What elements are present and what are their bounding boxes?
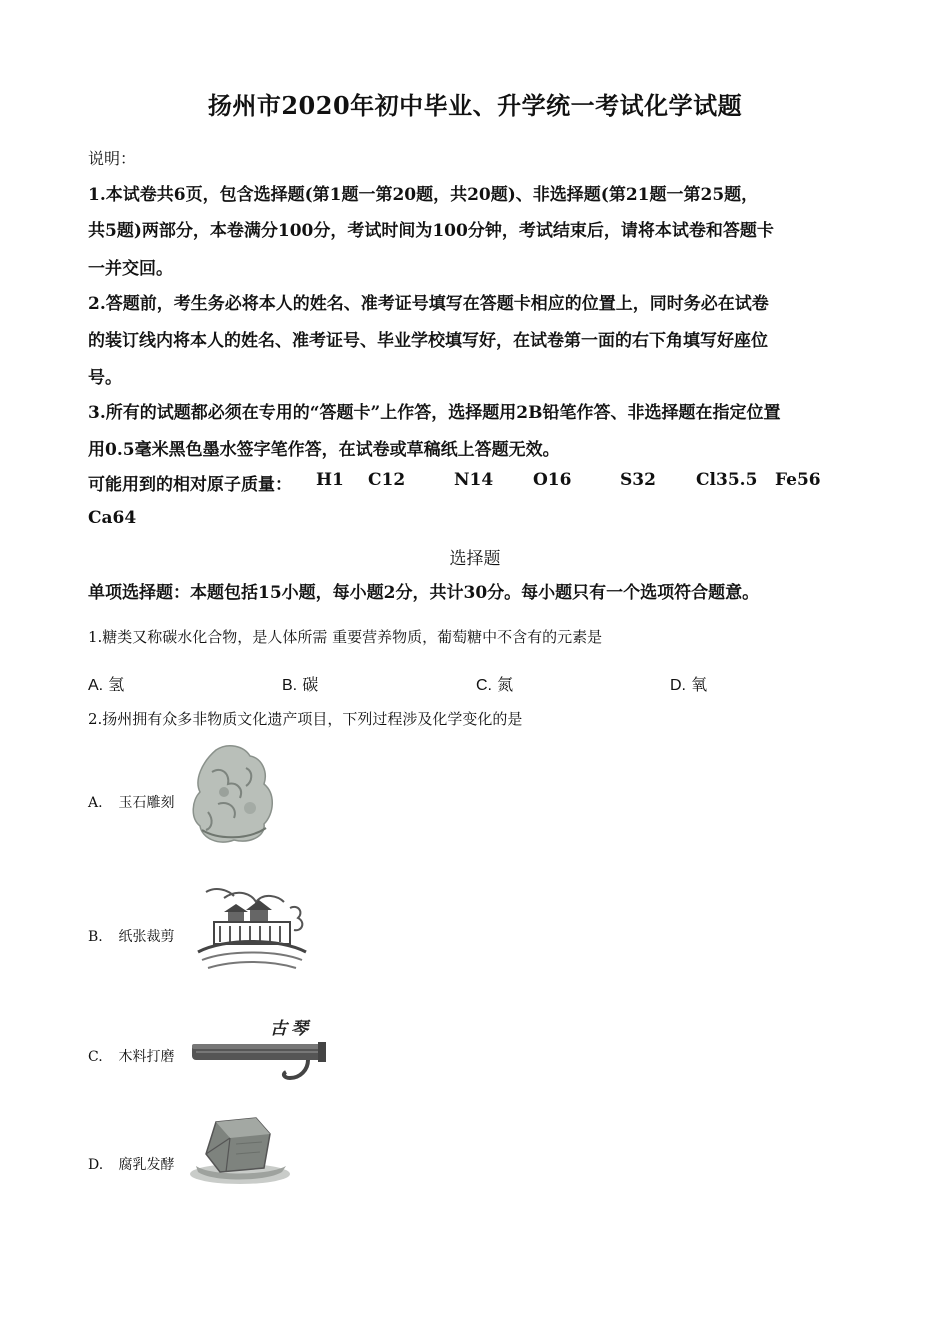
atomic-mass-value: O16	[533, 470, 572, 490]
instruction-line: 2.答题前，考生务必将本人的姓名、准考证号填写在答题卡相应的位置上，同时务必在试卷	[88, 294, 769, 314]
option-letter: B.	[88, 929, 103, 945]
jade-carving-image	[188, 742, 280, 846]
guqin-caption: 古琴	[270, 1019, 312, 1039]
exam-title: 扬州市2020年初中毕业、升学统一考试化学试题	[207, 91, 743, 120]
guqin-image	[190, 1036, 330, 1084]
question-1-option-b	[282, 672, 318, 695]
option-text: 氮	[497, 675, 514, 694]
atomic-mass-value: Fe56	[775, 470, 821, 490]
atomic-mass-label: 可能用到的相对原子质量：	[88, 475, 292, 495]
section-title: 选择题	[449, 549, 501, 569]
question-2-option-d	[88, 1154, 174, 1174]
option-letter: C.	[88, 1049, 103, 1065]
option-letter: B.	[282, 677, 298, 694]
option-letter: D.	[670, 677, 686, 694]
option-text: 纸张裁剪	[118, 929, 175, 945]
option-text: 玉石雕刻	[118, 795, 175, 811]
atomic-mass-value: S32	[620, 470, 656, 490]
atomic-mass-value: H1	[316, 470, 344, 490]
instruction-line: 的装订线内将本人的姓名、准考证号、毕业学校填写好，在试卷第一面的右下角填写好座位	[88, 331, 768, 351]
option-letter: A.	[88, 677, 104, 694]
option-text: 碳	[302, 675, 319, 694]
section-subtitle: 单项选择题：本题包括15小题，每小题2分，共计30分。每小题只有一个选项符合题意。	[88, 583, 760, 603]
question-2-option-c	[88, 1046, 174, 1066]
instruction-line: 共5题)两部分，本卷满分100分，考试时间为100分钟，考试结束后，请将本试卷和答题卡	[88, 221, 774, 241]
instruction-line: 用0.5毫米黑色墨水签字笔作答，在试卷或草稿纸上答题无效。	[88, 440, 560, 460]
option-letter: C.	[476, 677, 492, 694]
instruction-line: 一并交回。	[88, 259, 173, 279]
atomic-mass-value: Cl35.5	[696, 470, 758, 490]
question-2-option-b	[88, 926, 174, 946]
question-2-stem: 2.扬州拥有众多非物质文化遗产项目，下列过程涉及化学变化的是	[88, 710, 523, 728]
atomic-mass-value: N14	[454, 470, 494, 490]
option-text: 氧	[691, 675, 708, 694]
instruction-line: 3.所有的试题都必须在专用的“答题卡”上作答，选择题用2B铅笔作答、非选择题在指定位置	[88, 403, 781, 423]
instructions-header: 说明：	[88, 149, 137, 168]
atomic-mass-value: C12	[368, 470, 406, 490]
question-1-stem: 1.糖类又称碳水化合物，是人体所需 重要营养物质，葡萄糖中不含有的元素是	[88, 628, 603, 646]
option-text: 木料打磨	[118, 1049, 175, 1065]
option-text: 氢	[108, 675, 125, 694]
option-letter: A.	[88, 795, 103, 811]
instruction-line: 1.本试卷共6页，包含选择题(第1题一第20题，共20题)、非选择题(第21题一第25题，	[88, 185, 759, 205]
option-letter: D.	[88, 1157, 104, 1173]
atomic-mass-value: Ca64	[88, 508, 137, 528]
question-1-option-a	[88, 672, 124, 695]
instruction-line: 号。	[88, 368, 122, 388]
option-text: 腐乳发酵	[118, 1157, 175, 1173]
question-1-option-c	[476, 672, 513, 695]
paper-cutting-image	[194, 882, 310, 978]
question-2-option-a	[88, 792, 174, 812]
question-1-option-d	[670, 672, 707, 695]
fermented-tofu-image	[186, 1114, 292, 1188]
